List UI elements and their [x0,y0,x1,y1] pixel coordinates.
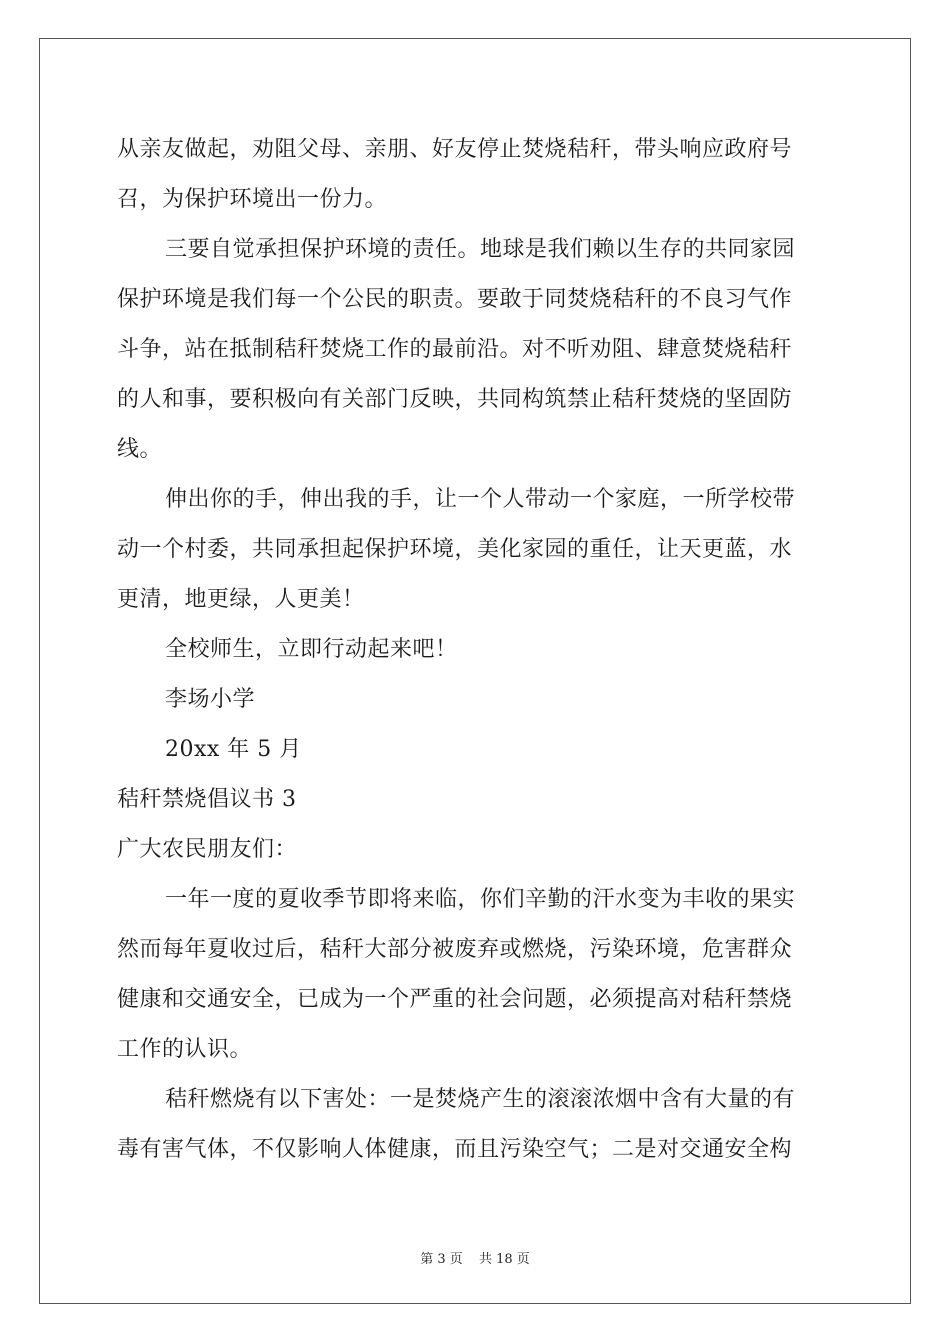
text-line: 斗争，站在抵制秸秆焚烧工作的最前沿。对不听劝阻、肆意焚烧秸秆 [117,337,793,362]
page-footer [0,1248,950,1267]
text-line: 线。 [117,437,163,462]
text-line: 召，为保护环境出一份力。 [117,187,388,212]
page-number: 第 3 页 [420,1252,463,1267]
text-line: 的人和事，要积极向有关部门反映，共同构筑禁止秸秆焚烧的坚固防 [117,387,793,412]
salutation: 广大农民朋友们： [117,837,298,862]
text-line: 毒有害气体，不仅影响人体健康，而且污染空气；二是对交通安全构 [117,1137,793,1162]
text-line: 更清，地更绿，人更美！ [117,587,365,612]
text-line: 工作的认识。 [117,1037,253,1062]
signature-date: 20xx 年 5 月 [165,737,302,762]
text-line: 健康和交通安全，已成为一个严重的社会问题，必须提高对秸秆禁烧 [117,987,793,1012]
section-title: 秸秆禁烧倡议书 3 [117,787,297,812]
text-line: 从亲友做起，劝阻父母、亲朋、好友停止焚烧秸秆，带头响应政府号 [117,137,793,162]
paragraph-start: 伸出你的手，伸出我的手，让一个人带动一个家庭，一所学校带 [165,487,796,512]
page-border [39,38,911,1304]
paragraph-start: 三要自觉承担保护环境的责任。地球是我们赖以生存的共同家园 [165,237,796,262]
paragraph-start: 一年一度的夏收季节即将来临，你们辛勤的汗水变为丰收的果实 [165,887,796,912]
closing-call: 全校师生，立即行动起来吧！ [165,637,458,662]
page-total: 共 18 页 [478,1252,530,1267]
text-line: 动一个村委，共同承担起保护环境，美化家园的重任，让天更蓝，水 [117,537,793,562]
signature-school: 李场小学 [165,687,256,712]
text-line: 保护环境是我们每一个公民的职责。要敢于同焚烧秸秆的不良习气作 [117,287,793,312]
text-line: 然而每年夏收过后，秸秆大部分被废弃或燃烧，污染环境，危害群众 [117,937,793,962]
paragraph-start: 秸秆燃烧有以下害处：一是焚烧产生的滚滚浓烟中含有大量的有 [165,1087,796,1112]
